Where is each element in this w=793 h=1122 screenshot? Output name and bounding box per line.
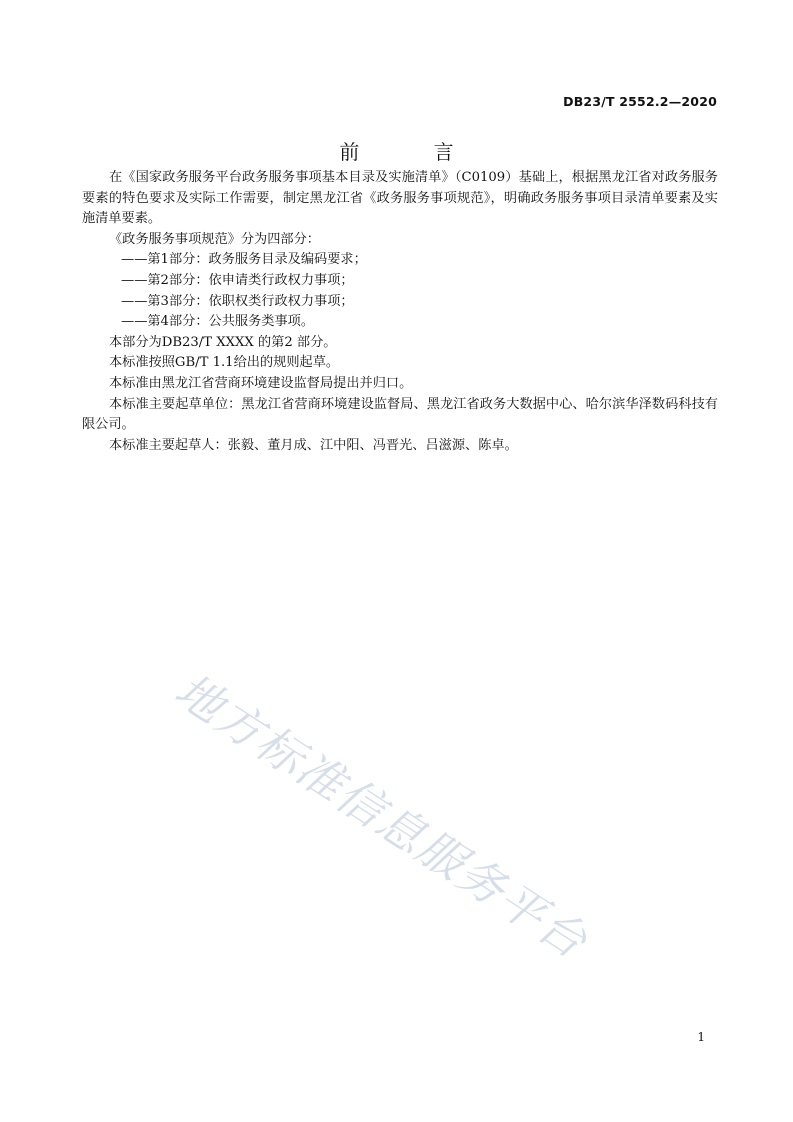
- part-item-4: ——第4部分：公共服务类事项。: [121, 314, 315, 330]
- part-item-1: ——第1部分：政务服务目录及编码要求；: [121, 252, 367, 268]
- drafting-units: 本标准主要起草单位：黑龙江省营商环境建设监督局、黑龙江省政务大数据中心、哈尔滨华泽数码科技有限公司。: [82, 396, 718, 433]
- page-number: 1: [697, 1030, 705, 1044]
- drafters: 本标准主要起草人：张毅、董月成、江中阳、冯晋光、吕滋源、陈卓。: [109, 437, 518, 453]
- watermark: 地方标准信息服务平台: [165, 662, 598, 970]
- proposer-statement: 本标准由黑龙江省营商环境建设监督局提出并归口。: [109, 375, 413, 391]
- page-title: 前 言: [339, 140, 488, 164]
- part-item-2: ——第2部分：依申请类行政权力事项；: [121, 272, 354, 288]
- intro-paragraph: 在《国家政务服务平台政务服务事项基本目录及实施清单》（C0109）基础上，根据黑龙江省对政务服务要素的特色要求及实际工作需要，制定黑龙江省《政务服务事项规范》，明确政务服务事项目录清单要素及实施清单要素。: [82, 170, 718, 227]
- part-item-3: ——第3部分：依职权类行政权力事项；: [121, 293, 354, 309]
- standard-code: DB23/T 2552.2—2020: [563, 94, 717, 109]
- drafting-rules: 本标准按照GB/T 1.1给出的规则起草。: [109, 355, 340, 371]
- document-body: [82, 168, 718, 456]
- parts-intro-paragraph: 《政务服务事项规范》分为四部分：: [109, 231, 320, 247]
- part-statement: 本部分为DB23/T XXXX 的第2 部分。: [109, 334, 337, 350]
